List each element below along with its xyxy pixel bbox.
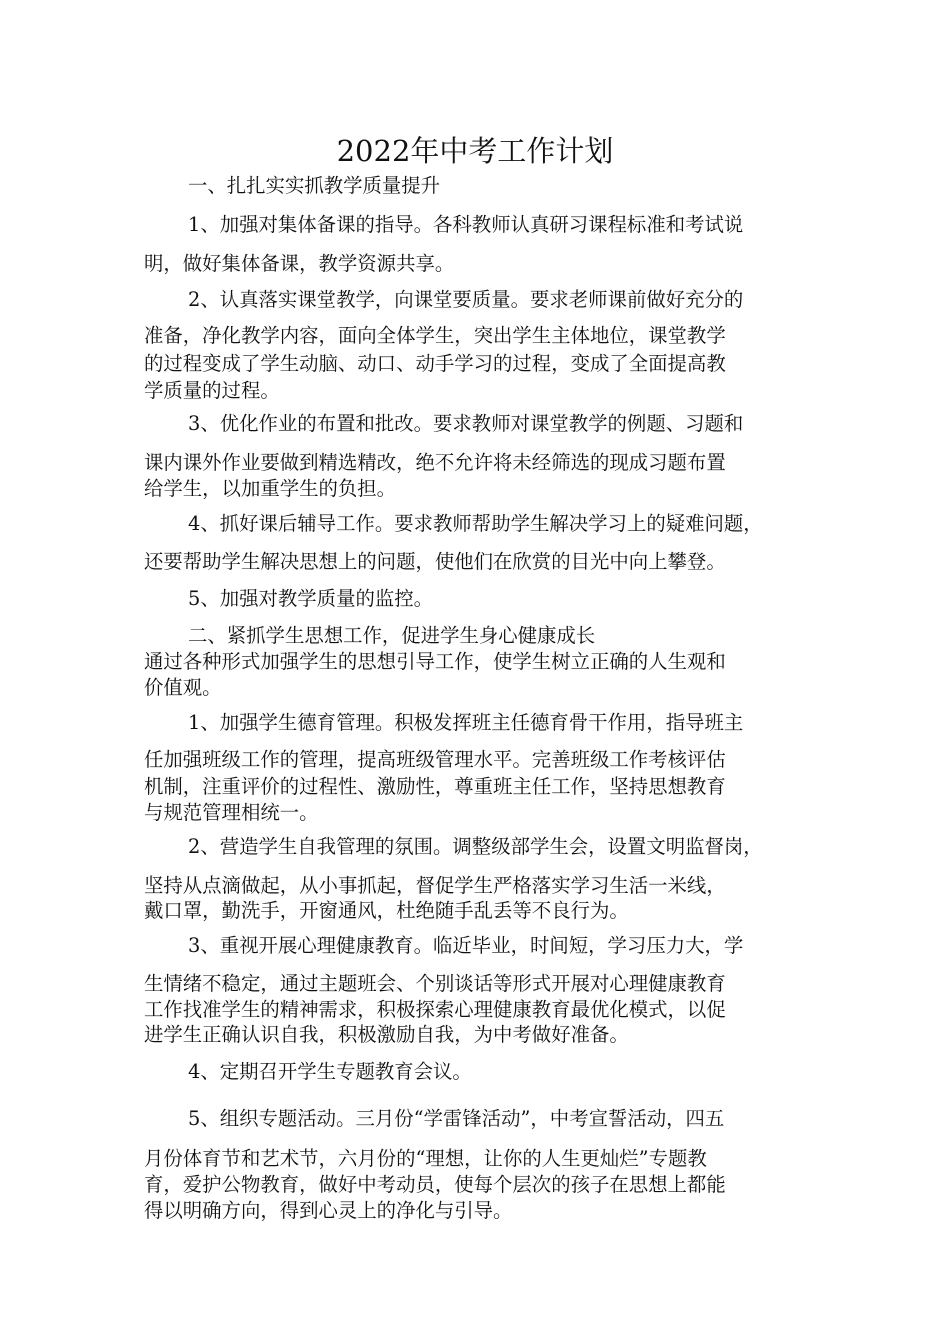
paragraph-line: 的过程变成了学生动脑、动口、动手学习的过程，变成了全面提高教 (144, 352, 726, 375)
paragraph-line: 4、定期召开学生专题教育会议。 (188, 1060, 472, 1083)
paragraph-line: 4、抓好课后辅导工作。要求教师帮助学生解决学习上的疑难问题， (188, 512, 763, 535)
paragraph-line: 准备，净化教学内容，面向全体学生，突出学生主体地位，课堂教学 (144, 324, 726, 347)
paragraph-line: 进学生正确认识自我，积极激励自我，为中考做好准备。 (144, 1023, 629, 1046)
paragraph-line: 价值观。 (144, 676, 222, 699)
paragraph-line: 给学生，以加重学生的负担。 (144, 477, 397, 500)
paragraph-line: 得以明确方向，得到心灵上的净化与引导。 (144, 1199, 513, 1222)
paragraph-line: 5、组织专题活动。三月份“学雷锋活动”，中考宣誓活动，四五 (188, 1107, 725, 1130)
paragraph-line: 明，做好集体备课，教学资源共享。 (144, 252, 455, 275)
paragraph-line: 课内课外作业要做到精选精改，绝不允许将未经筛选的现成习题布置 (144, 451, 726, 474)
paragraph-line: 5、加强对教学质量的监控。 (188, 587, 434, 610)
paragraph-line: 戴口罩，勤洗手，开窗通风，杜绝随手乱丢等不良行为。 (144, 899, 629, 922)
paragraph-line: 3、优化作业的布置和批改。要求教师对课堂教学的例题、习题和 (188, 412, 744, 435)
paragraph-line: 2、营造学生自我管理的氛围。调整级部学生会，设置文明监督岗， (188, 835, 763, 858)
paragraph-line: 工作找准学生的精神需求，积极探索心理健康教育最优化模式，以促 (144, 998, 726, 1021)
section-heading-2: 二、紧抓学生思想工作，促进学生身心健康成长 (188, 624, 596, 647)
paragraph-line: 任加强班级工作的管理，提高班级管理水平。完善班级工作考核评估 (144, 748, 726, 771)
paragraph-line: 1、加强学生德育管理。积极发挥班主任德育骨干作用，指导班主 (188, 711, 744, 734)
section-heading-1: 一、扎扎实实抓教学质量提升 (188, 174, 441, 197)
paragraph-line: 机制，注重评价的过程性、激励性，尊重班主任工作，坚持思想教育 (144, 775, 726, 798)
paragraph-line: 月份体育节和艺术节，六月份的“理想，让你的人生更灿烂”专题教 (144, 1147, 707, 1170)
paragraph-line: 1、加强对集体备课的指导。各科教师认真研习课程标准和考试说 (188, 213, 744, 236)
paragraph-line: 2、认真落实课堂教学，向课堂要质量。要求老师课前做好充分的 (188, 288, 744, 311)
paragraph-line: 生情绪不稳定，通过主题班会、个别谈话等形式开展对心理健康教育 (144, 972, 726, 995)
paragraph-line: 3、重视开展心理健康教育。临近毕业，时间短，学习压力大，学 (188, 934, 744, 957)
paragraph-line: 学质量的过程。 (144, 379, 280, 402)
paragraph-line: 坚持从点滴做起，从小事抓起，督促学生严格落实学习生活一米线， (144, 874, 726, 897)
paragraph-line: 育，爱护公物教育，做好中考动员，使每个层次的孩子在思想上都能 (144, 1173, 726, 1196)
paragraph-line: 还要帮助学生解决思想上的问题，使他们在欣赏的目光中向上攀登。 (144, 550, 726, 573)
paragraph-line: 与规范管理相统一。 (144, 801, 319, 824)
document-title: 2022年中考工作计划 (336, 134, 614, 168)
paragraph-line: 通过各种形式加强学生的思想引导工作，使学生树立正确的人生观和 (144, 650, 726, 673)
